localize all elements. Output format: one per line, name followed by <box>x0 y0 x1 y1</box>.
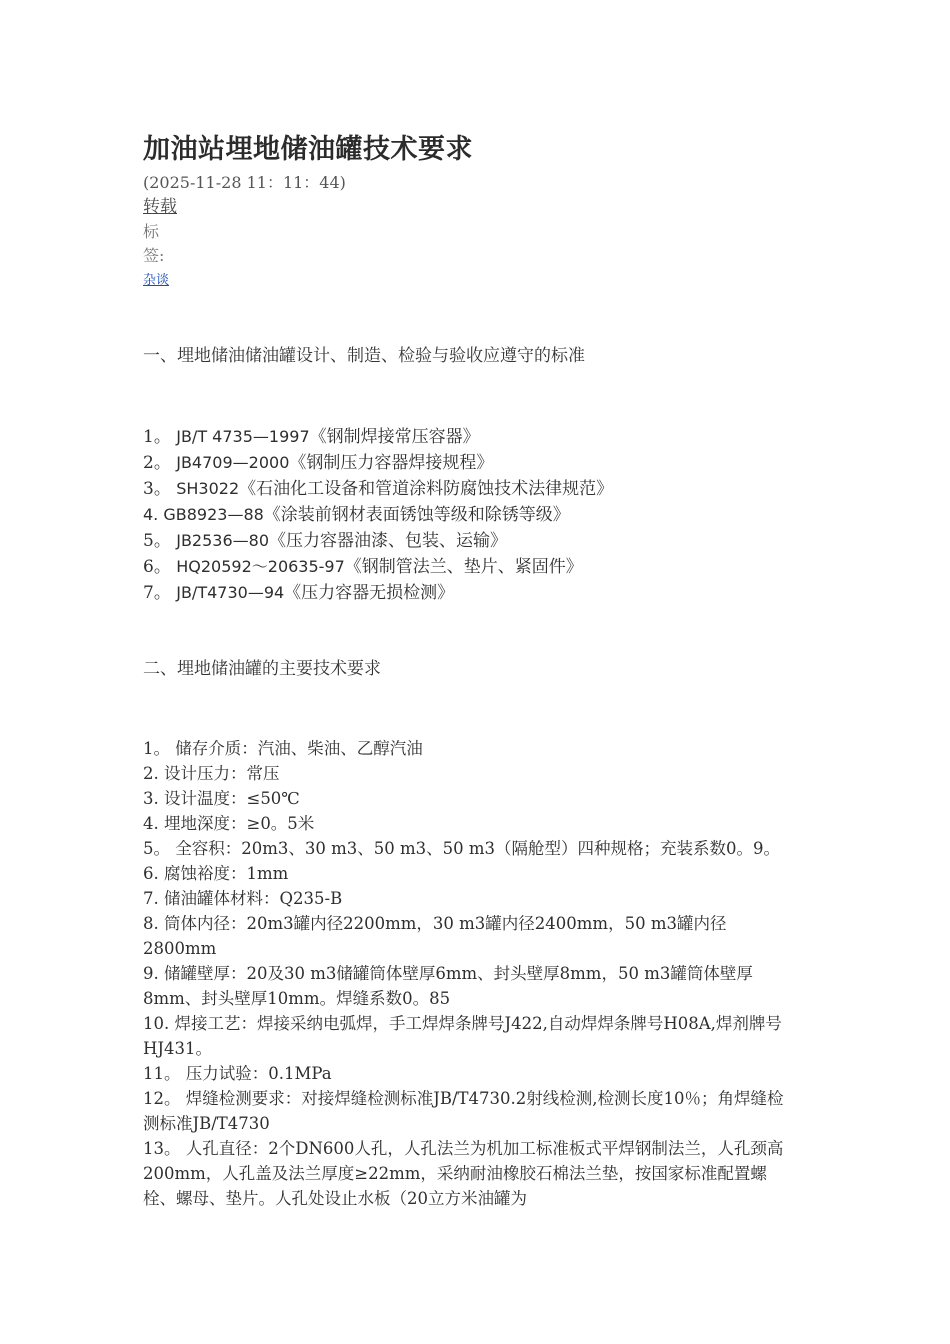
standard-prefix: 5。 <box>143 531 177 551</box>
standard-item <box>143 528 793 554</box>
requirement-item: 13。 人孔直径：2个DN600人孔，人孔法兰为机加工标准板式平焊钢制法兰，人孔颈高200mm，人孔盖及法兰厚度≥22mm，采纳耐油橡胶石棉法兰垫，按国家标准配置螺栓、螺母、垫片。人孔处设止水板（20立方米油罐为 <box>143 1139 784 1208</box>
standard-name: 《石油化工设备和管道涂料防腐蚀技术法律规范》 <box>239 479 614 499</box>
standards-list <box>143 424 793 606</box>
standard-name: 《涂装前钢材表面锈蚀等级和除锈等级》 <box>263 505 570 525</box>
standard-item <box>143 502 793 528</box>
standard-prefix: 1。 <box>143 427 177 447</box>
standard-code: JB/T 4735—1997 <box>176 427 310 446</box>
standard-code: SH3022 <box>176 479 240 498</box>
standard-prefix: 3。 <box>143 479 177 499</box>
article-timestamp: (2025-11-28 11：11：44) <box>143 173 346 192</box>
requirement-item: 4. 埋地深度：≥0。5米 <box>143 814 315 833</box>
section2-heading: 二、埋地储油罐的主要技术要求 <box>143 659 381 679</box>
requirement-item: 12。 焊缝检测要求：对接焊缝检测标准JB/T4730.2射线检测,检测长度10％；角焊缝检测标准JB/T4730 <box>143 1089 784 1133</box>
standard-name: 《钢制焊接常压容器》 <box>309 427 480 447</box>
repost-link[interactable]: 转载 <box>143 197 177 217</box>
requirement-item: 6. 腐蚀裕度：1mm <box>143 864 289 883</box>
standard-name: 《钢制管法兰、垫片、紧固件》 <box>344 557 583 577</box>
requirement-item: 11。 压力试验：0.1MPa <box>143 1064 332 1083</box>
requirements-list <box>143 736 793 1211</box>
section1-heading: 一、埋地储油储油罐设计、制造、检验与验收应遵守的标准 <box>143 346 585 366</box>
tags-label <box>143 220 163 268</box>
standard-name: 《钢制压力容器焊接规程》 <box>289 453 494 473</box>
tags-label-line2: 签: <box>143 246 165 265</box>
standard-prefix: 4. <box>143 505 164 524</box>
standard-code: HQ20592～20635-97 <box>176 557 345 576</box>
requirement-item: 8. 筒体内径：20m3罐内径2200mm，30 m3罐内径2400mm，50 m3罐内径2800mm <box>143 914 727 958</box>
standard-item <box>143 580 793 606</box>
standard-item <box>143 450 793 476</box>
standard-code: JB2536—80 <box>176 531 270 550</box>
standard-code: JB4709—2000 <box>176 453 290 472</box>
article <box>143 130 793 1211</box>
standard-code: GB8923—88 <box>163 505 264 524</box>
requirement-item: 7. 储油罐体材料：Q235-B <box>143 889 343 908</box>
requirement-item: 5。 全容积：20m3、30 m3、50 m3、50 m3（隔舱型）四种规格；充装系数0。9。 <box>143 839 781 858</box>
standard-item <box>143 476 793 502</box>
requirement-item: 2. 设计压力：常压 <box>143 764 280 783</box>
requirement-item: 10. 焊接工艺：焊接采纳电弧焊，手工焊焊条牌号J422,自动焊焊条牌号H08A,焊剂牌号HJ431。 <box>143 1014 782 1058</box>
standard-prefix: 2。 <box>143 453 177 473</box>
tag-link[interactable]: 杂谈 <box>143 273 170 288</box>
standard-prefix: 6。 <box>143 557 177 577</box>
requirement-item: 9. 储罐壁厚：20及30 m3储罐筒体壁厚6mm、封头壁厚8mm，50 m3罐筒体壁厚8mm、封头壁厚10mm。焊缝系数0。85 <box>143 964 753 1008</box>
requirement-item: 1。 储存介质：汽油、柴油、乙醇汽油 <box>143 739 423 758</box>
tags-label-line1: 标 <box>143 222 160 241</box>
article-title: 加油站埋地储油罐技术要求 <box>143 134 473 165</box>
standard-name: 《压力容器油漆、包装、运输》 <box>269 531 508 551</box>
standard-item <box>143 554 793 580</box>
standard-code: JB/T4730—94 <box>176 583 285 602</box>
requirement-item: 3. 设计温度：≤50℃ <box>143 789 300 808</box>
standard-item <box>143 424 793 450</box>
standard-name: 《压力容器无损检测》 <box>284 583 455 603</box>
standard-prefix: 7。 <box>143 583 177 603</box>
